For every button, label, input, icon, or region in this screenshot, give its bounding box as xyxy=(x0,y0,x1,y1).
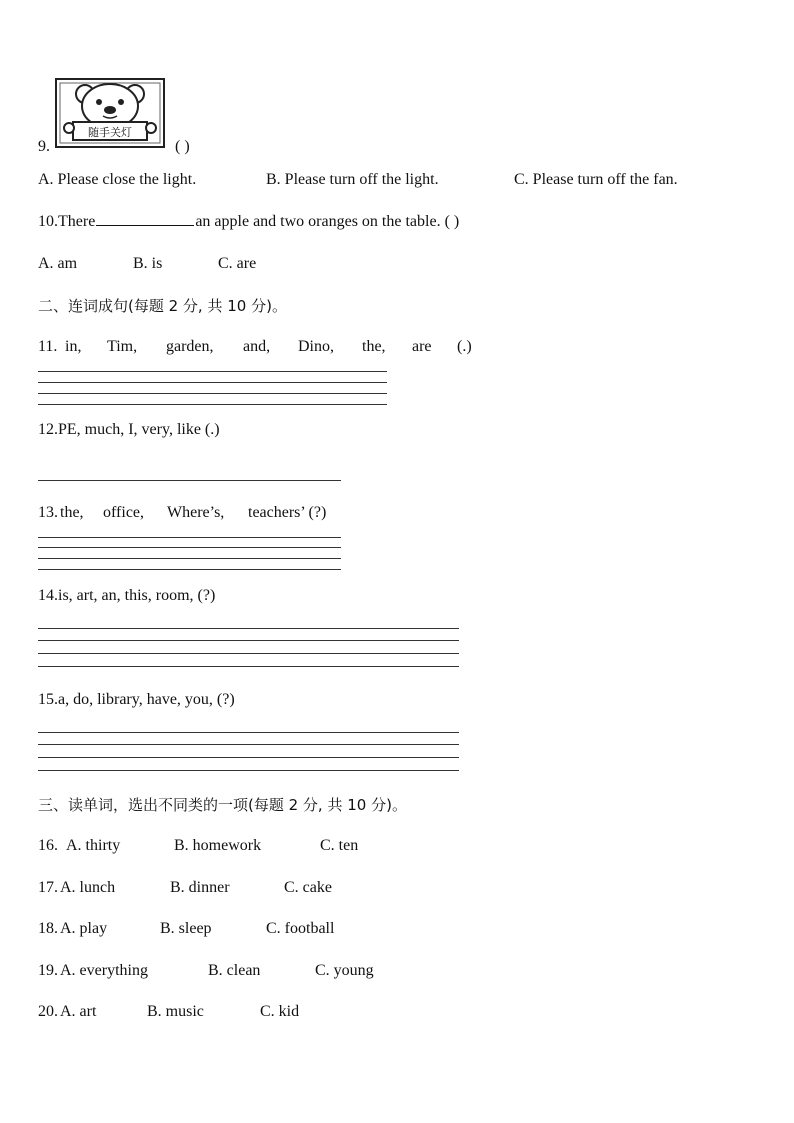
q10-option-c: C. are xyxy=(218,255,257,272)
q14-number: 14. xyxy=(38,587,58,604)
q13-line xyxy=(38,504,358,522)
section2-title: 二、连词成句(每题 2 分, 共 10 分)。 xyxy=(38,297,287,315)
answer-line xyxy=(38,537,341,538)
q13-word: teachers’ (?) xyxy=(248,504,327,521)
q9-option-b: B. Please turn off the light. xyxy=(266,171,439,188)
answer-line xyxy=(38,569,341,570)
answer-line xyxy=(38,393,387,394)
answer-line xyxy=(38,404,387,405)
answer-line xyxy=(38,757,459,758)
q14-line xyxy=(38,587,215,605)
q17-option-a: A. lunch xyxy=(60,879,116,896)
q13-word: office, xyxy=(103,504,145,521)
q18-option-a: A. play xyxy=(60,920,108,937)
q9-answer-paren: ( ) xyxy=(175,138,190,155)
q11-word: garden, xyxy=(166,338,214,355)
q20-option-b: B. music xyxy=(147,1003,204,1020)
q10-stem-pre: 10.There xyxy=(38,213,96,230)
answer-line xyxy=(38,732,459,733)
q15-number: 15. xyxy=(38,691,58,708)
q11-word: in, xyxy=(65,338,82,355)
q17-number: 17. xyxy=(38,879,58,896)
answer-line xyxy=(38,666,459,667)
q16-option-b: B. homework xyxy=(174,837,262,854)
q15-words: a, do, library, have, you, (?) xyxy=(58,691,235,708)
answer-line xyxy=(38,371,387,372)
answer-line xyxy=(38,480,341,481)
q19-option-c: C. young xyxy=(315,962,374,979)
q16-option-c: C. ten xyxy=(320,837,359,854)
q13-number: 13. xyxy=(38,504,58,521)
q11-number: 11. xyxy=(38,338,58,355)
q13-word: the, xyxy=(60,504,84,521)
q10-option-b: B. is xyxy=(133,255,163,272)
answer-line xyxy=(38,547,341,548)
q20-option-c: C. kid xyxy=(260,1003,300,1020)
q9-option-a: A. Please close the light. xyxy=(38,171,197,188)
q18-option-b: B. sleep xyxy=(160,920,212,937)
q11-word: (.) xyxy=(457,338,472,355)
q18-number: 18. xyxy=(38,920,58,937)
q16-number: 16. xyxy=(38,837,58,854)
q13-word: Where’s, xyxy=(167,504,225,521)
q11-line xyxy=(38,338,478,356)
q11-word: Tim, xyxy=(107,338,138,355)
q10-stem-post: an apple and two oranges on the table. ( ) xyxy=(195,213,460,230)
q20-option-a: A. art xyxy=(60,1003,97,1020)
q15-line xyxy=(38,691,235,709)
q20-number: 20. xyxy=(38,1003,58,1020)
q11-word: and, xyxy=(243,338,271,355)
q10-option-a: A. am xyxy=(38,255,78,272)
q14-words: is, art, an, this, room, (?) xyxy=(58,587,216,604)
q17-option-c: C. cake xyxy=(284,879,332,896)
q11-word: are xyxy=(412,338,432,355)
q11-word: Dino, xyxy=(298,338,334,355)
q10-stem xyxy=(38,213,459,231)
bear-sign-image xyxy=(55,78,165,148)
answer-line xyxy=(38,558,341,559)
answer-line xyxy=(38,744,459,745)
q12-number: 12. xyxy=(38,421,58,438)
q19-option-a: A. everything xyxy=(60,962,148,979)
q11-word: the, xyxy=(362,338,386,355)
answer-line xyxy=(38,640,459,641)
q16-option-a: A. thirty xyxy=(66,837,121,854)
q12-line xyxy=(38,421,220,439)
q9-number: 9. xyxy=(38,138,50,155)
q12-words: PE, much, I, very, like (.) xyxy=(58,421,220,438)
q10-blank xyxy=(96,213,194,226)
answer-line xyxy=(38,770,459,771)
q9-option-c: C. Please turn off the fan. xyxy=(514,171,678,188)
answer-line xyxy=(38,382,387,383)
q17-option-b: B. dinner xyxy=(170,879,230,896)
answer-line xyxy=(38,628,459,629)
sign-text: 随手关灯 xyxy=(88,126,132,139)
answer-line xyxy=(38,653,459,654)
q19-option-b: B. clean xyxy=(208,962,261,979)
section3-title: 三、读单词，选出不同类的一项(每题 2 分, 共 10 分)。 xyxy=(38,796,407,814)
q19-number: 19. xyxy=(38,962,58,979)
q18-option-c: C. football xyxy=(266,920,335,937)
